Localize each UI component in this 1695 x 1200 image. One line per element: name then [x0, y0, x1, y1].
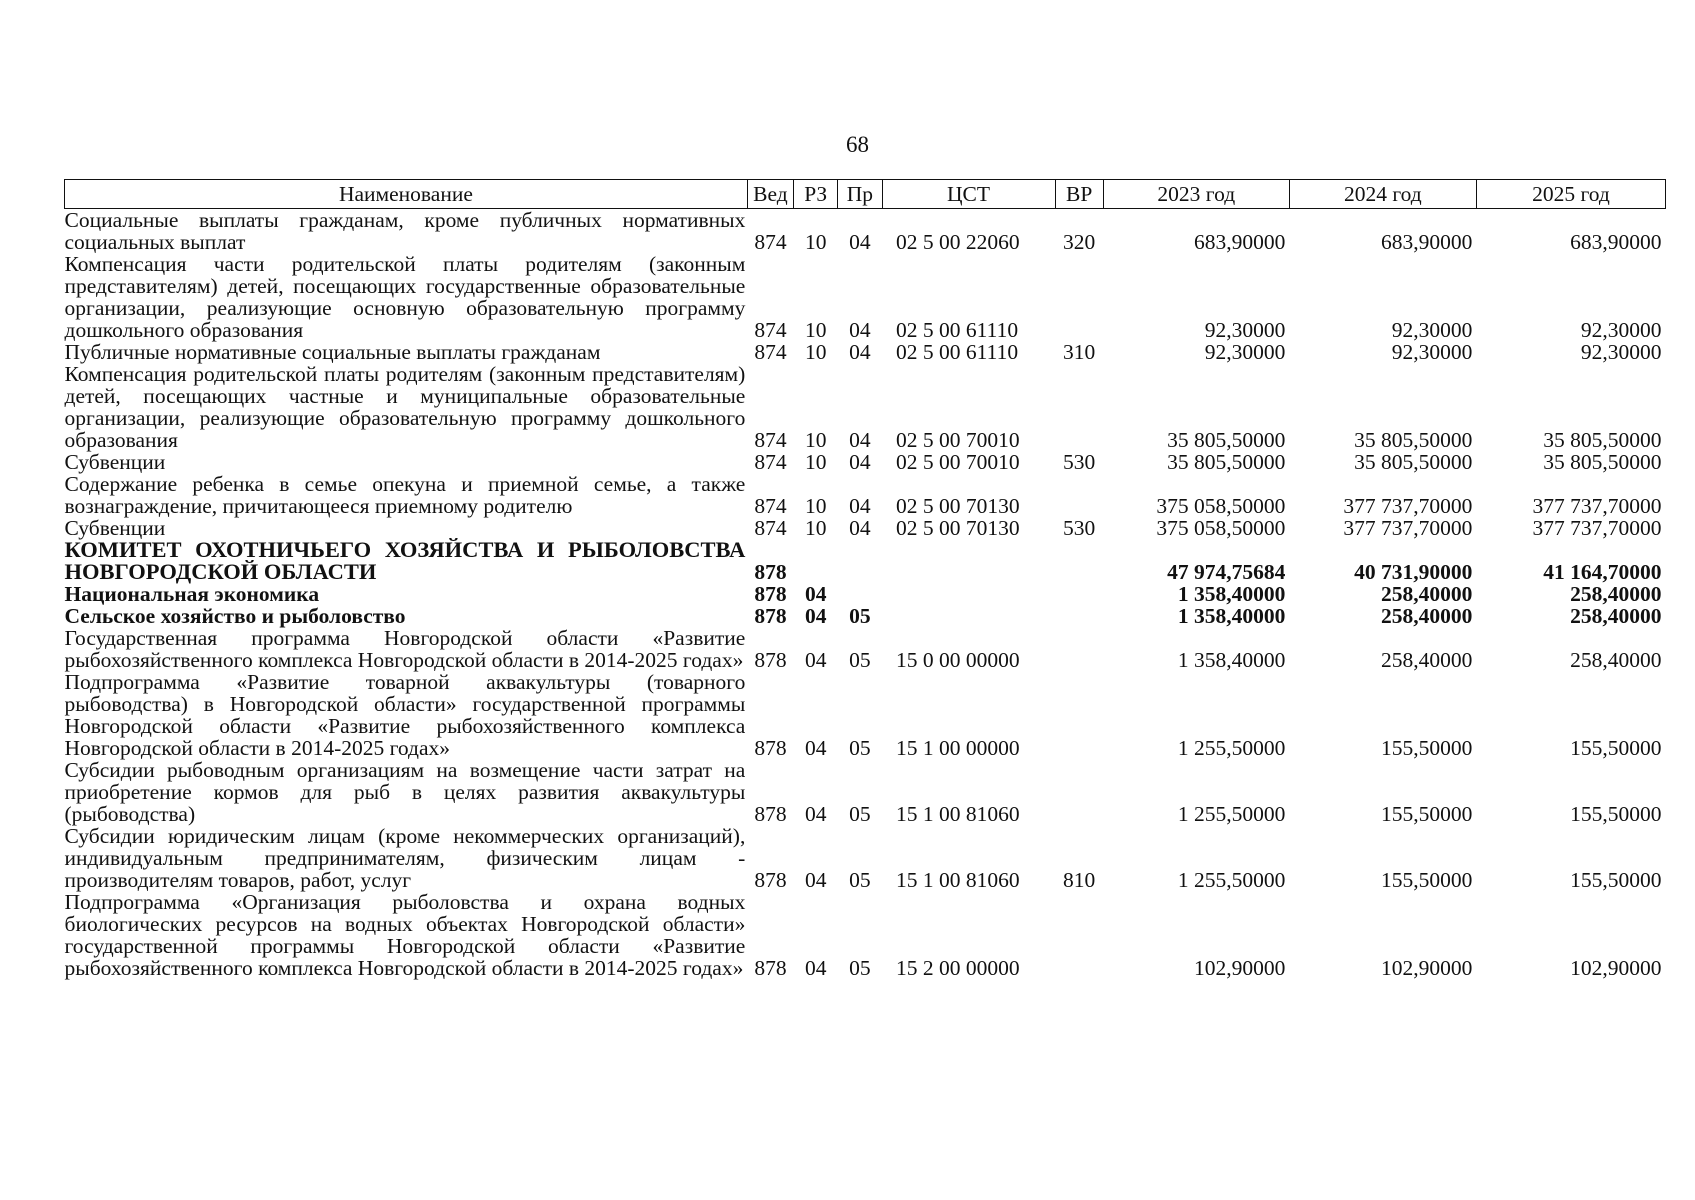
- row-vr: [1055, 627, 1103, 671]
- header-pr: Пр: [838, 180, 882, 209]
- row-pr: 04: [849, 428, 871, 452]
- row-2025: 155,50000: [1570, 736, 1662, 760]
- row-vr: [1055, 473, 1103, 517]
- row-pr: 04: [849, 230, 871, 254]
- row-ved: 874: [754, 428, 787, 452]
- row-pr: 05: [849, 604, 871, 628]
- table-row: [65, 473, 1666, 517]
- table-row: [65, 517, 1666, 539]
- row-rz: 04: [804, 582, 827, 606]
- row-name: Компенсация части родительской платы родителям (законным представителям) детей, посещающих государственные образовательные организации, реализующие основную образовательную программу дошкольного образования: [64, 252, 746, 342]
- row-2023: 375 058,50000: [1156, 494, 1286, 518]
- subsection-row: [65, 605, 1666, 627]
- row-name: Подпрограмма «Развитие товарной аквакультуры (товарного рыбоводства) в Новгородской области» государственной программы Новгородской области «Развитие рыбохозяйственного комплекса Новгородской области в 2014-2025 годах»: [64, 670, 746, 760]
- row-pr: 04: [849, 494, 871, 518]
- header-rz: РЗ: [794, 180, 838, 209]
- row-name: Национальная экономика: [64, 582, 320, 606]
- row-vr: [1055, 363, 1103, 451]
- row-cst: 15 2 00 00000: [896, 956, 1020, 980]
- row-2025: 155,50000: [1570, 802, 1662, 826]
- table-row: [65, 253, 1666, 341]
- table-row: [65, 825, 1666, 891]
- row-ved: 874: [754, 516, 787, 540]
- row-2025: 41 164,70000: [1543, 560, 1662, 584]
- table-row: [65, 891, 1666, 979]
- row-2023: 1 358,40000: [1177, 604, 1286, 628]
- row-ved: 874: [754, 494, 787, 518]
- row-2023: 1 358,40000: [1177, 582, 1286, 606]
- row-2023: 47 974,75684: [1167, 560, 1286, 584]
- row-2023: 1 255,50000: [1177, 868, 1286, 892]
- row-2024: 258,40000: [1380, 582, 1473, 606]
- row-2025: 377 737,70000: [1532, 516, 1662, 540]
- row-2023: 1 255,50000: [1177, 736, 1286, 760]
- row-2025: 258,40000: [1570, 582, 1662, 606]
- row-ved: 878: [754, 604, 787, 628]
- row-pr: 05: [849, 802, 871, 826]
- row-2024: 92,30000: [1391, 318, 1473, 342]
- row-2024: 258,40000: [1380, 604, 1473, 628]
- row-rz: 04: [804, 868, 827, 892]
- row-vr: [1055, 891, 1103, 979]
- header-ved: Вед: [747, 180, 793, 209]
- row-2025: 92,30000: [1580, 318, 1662, 342]
- department-row: [65, 539, 1666, 583]
- row-ved: 874: [754, 318, 787, 342]
- row-2025: 35 805,50000: [1543, 428, 1662, 452]
- row-ved: 874: [754, 340, 787, 364]
- row-cst: 02 5 00 70130: [896, 494, 1020, 518]
- row-cst: 15 1 00 81060: [896, 802, 1020, 826]
- row-cst: 02 5 00 70010: [896, 428, 1020, 452]
- row-rz: 04: [804, 802, 827, 826]
- row-2024: 92,30000: [1391, 340, 1473, 364]
- row-ved: 878: [754, 582, 787, 606]
- row-2024: 155,50000: [1380, 736, 1473, 760]
- row-ved: 878: [754, 802, 787, 826]
- row-name: Субсидии рыбоводным организациям на возмещение части затрат на приобретение кормов для рыб в целях развития аквакультуры (рыбоводства): [64, 758, 746, 826]
- row-2023: 35 805,50000: [1167, 450, 1286, 474]
- row-rz: 10: [804, 450, 827, 474]
- row-name: Субвенции: [64, 450, 166, 474]
- row-2023: 102,90000: [1193, 956, 1286, 980]
- row-2024: 35 805,50000: [1354, 428, 1473, 452]
- row-pr: [838, 583, 882, 605]
- row-name: Социальные выплаты гражданам, кроме публичных нормативных социальных выплат: [64, 208, 746, 254]
- row-name: Государственная программа Новгородской области «Развитие рыбохозяйственного комплекса Новгородской области в 2014-2025 годах»: [64, 626, 746, 672]
- row-name: Сельское хозяйство и рыболовство: [64, 604, 406, 628]
- table-row: [65, 209, 1666, 254]
- row-ved: 878: [754, 560, 787, 584]
- row-2024: 377 737,70000: [1343, 516, 1473, 540]
- row-pr: 04: [849, 450, 871, 474]
- row-vr: [1055, 759, 1103, 825]
- budget-table: [64, 179, 1666, 979]
- header-name: Наименование: [65, 180, 748, 209]
- table-row: [65, 759, 1666, 825]
- row-pr: 04: [849, 516, 871, 540]
- row-vr: 530: [1063, 450, 1096, 474]
- header-2025: 2025 год: [1476, 180, 1665, 209]
- row-2025: 102,90000: [1570, 956, 1662, 980]
- row-vr: [1055, 583, 1103, 605]
- row-rz: 10: [804, 230, 827, 254]
- row-rz: 10: [804, 428, 827, 452]
- row-2023: 92,30000: [1204, 340, 1286, 364]
- row-name: Подпрограмма «Организация рыболовства и охрана водных биологических ресурсов на водных объектах Новгородской области» государственной программы Новгородской области «Развитие рыбохозяйственного комплекса Новгородской области в 2014-2025 годах»: [64, 890, 746, 980]
- row-vr: 530: [1063, 516, 1096, 540]
- row-2023: 1 358,40000: [1177, 648, 1286, 672]
- row-rz: 04: [804, 648, 827, 672]
- row-2024: 155,50000: [1380, 802, 1473, 826]
- row-2023: 375 058,50000: [1156, 516, 1286, 540]
- row-pr: 04: [849, 340, 871, 364]
- row-cst: [882, 539, 1055, 583]
- row-2023: 683,90000: [1193, 230, 1286, 254]
- row-cst: 15 1 00 00000: [896, 736, 1020, 760]
- row-2025: 35 805,50000: [1543, 450, 1662, 474]
- row-rz: 04: [804, 956, 827, 980]
- row-2023: 92,30000: [1204, 318, 1286, 342]
- row-vr: [1055, 253, 1103, 341]
- row-vr: 320: [1063, 230, 1096, 254]
- row-2025: 683,90000: [1570, 230, 1662, 254]
- row-cst: 02 5 00 61110: [896, 340, 1019, 364]
- row-ved: 878: [754, 868, 787, 892]
- row-cst: 15 0 00 00000: [896, 648, 1020, 672]
- header-2023: 2023 год: [1103, 180, 1289, 209]
- row-name: Содержание ребенка в семье опекуна и приемной семье, а также вознаграждение, причитающееся приемному родителю: [64, 472, 746, 518]
- row-ved: 878: [754, 736, 787, 760]
- section-row: [65, 583, 1666, 605]
- row-rz: 10: [804, 340, 827, 364]
- row-2025: 377 737,70000: [1532, 494, 1662, 518]
- row-cst: [882, 605, 1055, 627]
- row-2025: 155,50000: [1570, 868, 1662, 892]
- row-2025: 92,30000: [1580, 340, 1662, 364]
- row-2025: 258,40000: [1570, 648, 1662, 672]
- row-pr: 05: [849, 648, 871, 672]
- row-cst: 02 5 00 61110: [896, 318, 1019, 342]
- row-vr: [1055, 605, 1103, 627]
- row-2024: 258,40000: [1380, 648, 1473, 672]
- row-ved: 878: [754, 648, 787, 672]
- table-row: [65, 363, 1666, 451]
- row-rz: 10: [804, 494, 827, 518]
- row-pr: 05: [849, 868, 871, 892]
- row-rz: [794, 539, 838, 583]
- row-name: КОМИТЕТ ОХОТНИЧЬЕГО ХОЗЯЙСТВА И РЫБОЛОВСТВА НОВГОРОДСКОЙ ОБЛАСТИ: [64, 537, 746, 584]
- row-2024: 155,50000: [1380, 868, 1473, 892]
- row-cst: 02 5 00 22060: [896, 230, 1020, 254]
- row-pr: [838, 539, 882, 583]
- row-2024: 35 805,50000: [1354, 450, 1473, 474]
- row-rz: 04: [804, 604, 827, 628]
- row-2023: 1 255,50000: [1177, 802, 1286, 826]
- row-cst: [882, 583, 1055, 605]
- row-ved: 878: [754, 956, 787, 980]
- table-row: [65, 627, 1666, 671]
- row-cst: 02 5 00 70010: [896, 450, 1020, 474]
- row-2023: 35 805,50000: [1167, 428, 1286, 452]
- row-vr: [1055, 539, 1103, 583]
- row-vr: 310: [1063, 340, 1096, 364]
- header-vr: ВР: [1055, 180, 1103, 209]
- row-vr: 810: [1063, 868, 1096, 892]
- row-2024: 102,90000: [1380, 956, 1473, 980]
- row-pr: 05: [849, 956, 871, 980]
- header-cst: ЦСТ: [882, 180, 1055, 209]
- page-number: 68: [846, 132, 869, 157]
- table-row: [65, 451, 1666, 473]
- row-rz: 10: [804, 516, 827, 540]
- row-ved: 874: [754, 230, 787, 254]
- row-ved: 874: [754, 450, 787, 474]
- row-name: Компенсация родительской платы родителям (законным представителям) детей, посещающих частные и муниципальные образовательные организации, реализующие образовательную программу дошкольного образования: [64, 362, 746, 452]
- row-rz: 10: [804, 318, 827, 342]
- header-2024: 2024 год: [1289, 180, 1476, 209]
- row-2024: 377 737,70000: [1343, 494, 1473, 518]
- row-cst: 02 5 00 70130: [896, 516, 1020, 540]
- row-rz: 04: [804, 736, 827, 760]
- row-pr: 04: [849, 318, 871, 342]
- table-row: [65, 341, 1666, 363]
- row-2024: 40 731,90000: [1354, 560, 1473, 584]
- row-2025: 258,40000: [1570, 604, 1662, 628]
- row-name: Субвенции: [64, 516, 166, 540]
- row-vr: [1055, 671, 1103, 759]
- table-row: [65, 671, 1666, 759]
- table-header-row: [65, 180, 1666, 209]
- row-name: Публичные нормативные социальные выплаты гражданам: [64, 340, 601, 364]
- row-pr: 05: [849, 736, 871, 760]
- row-cst: 15 1 00 81060: [896, 868, 1020, 892]
- row-2024: 683,90000: [1380, 230, 1473, 254]
- row-name: Субсидии юридическим лицам (кроме некоммерческих организаций), индивидуальным предпринимателям, физическим лицам - производителям товаров, работ, услуг: [64, 824, 746, 892]
